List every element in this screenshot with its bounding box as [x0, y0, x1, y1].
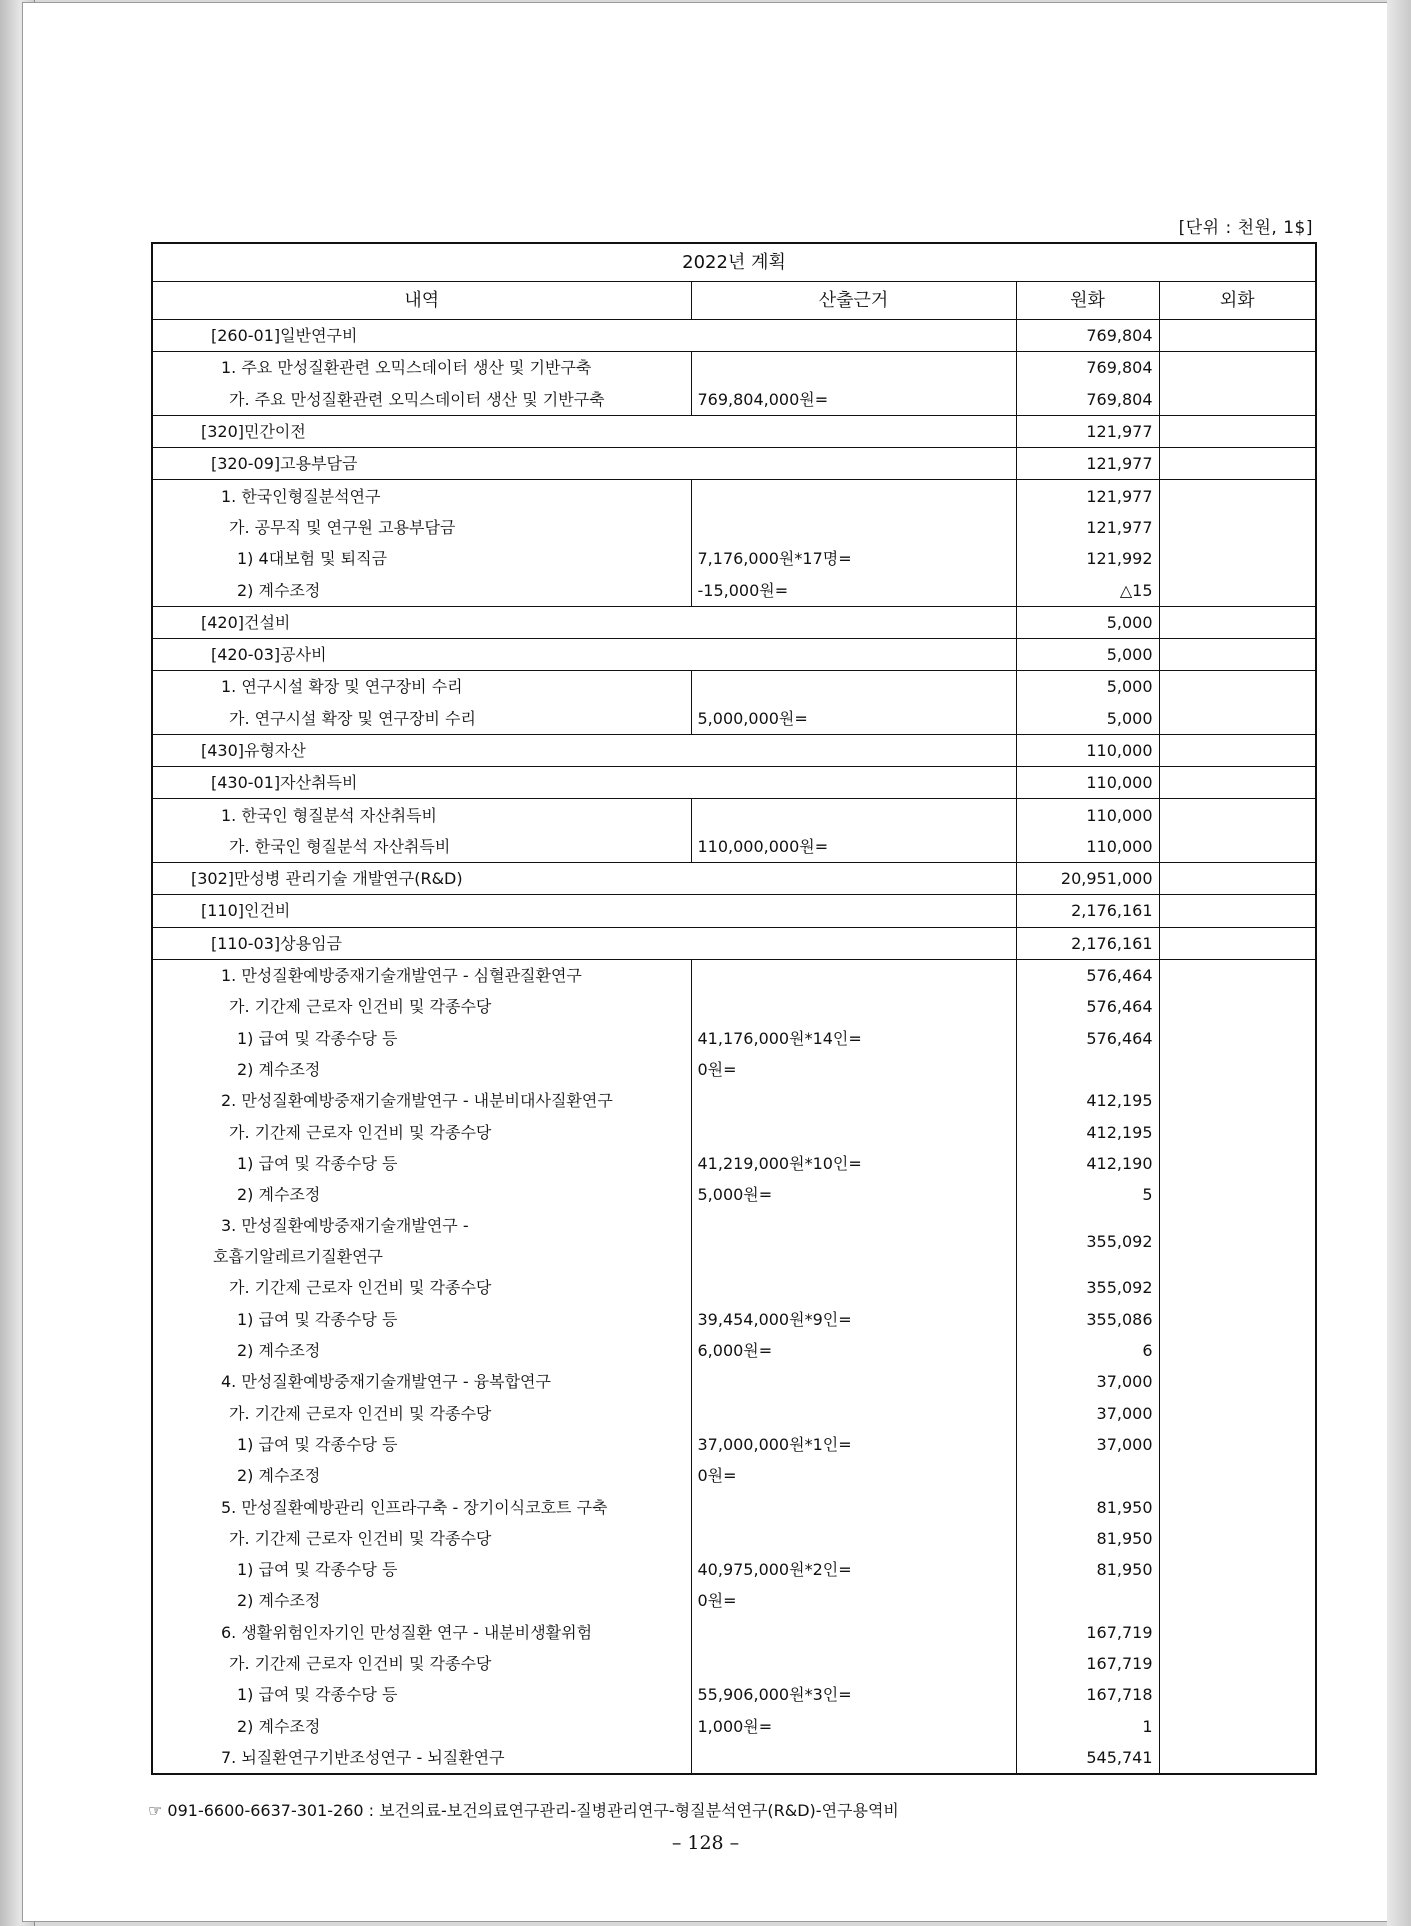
- row-foreign: [1159, 1710, 1316, 1741]
- row-description: [152, 480, 691, 512]
- table-row: [152, 927, 1316, 959]
- table-row: [152, 1335, 1316, 1366]
- row-foreign: [1159, 1398, 1316, 1429]
- row-description-text: 가. 공무직 및 연구원 고용부담금: [229, 517, 456, 537]
- table-row: [152, 1617, 1316, 1648]
- row-won: 355,092: [1016, 1272, 1159, 1303]
- row-basis: 110,000,000원=: [691, 831, 1016, 863]
- row-foreign: [1159, 448, 1316, 480]
- row-foreign: [1159, 959, 1316, 991]
- row-description-text: 2) 계수조정: [237, 1059, 321, 1079]
- table-row: [152, 574, 1316, 606]
- row-description: [152, 767, 1016, 799]
- row-description: [152, 1116, 691, 1147]
- row-basis: [691, 799, 1016, 831]
- row-basis: 1,000원=: [691, 1710, 1016, 1741]
- row-description: [152, 606, 1016, 638]
- page-edge: [1387, 0, 1411, 1926]
- row-foreign: [1159, 831, 1316, 863]
- row-won: 412,195: [1016, 1116, 1159, 1147]
- row-description: [152, 1742, 691, 1774]
- row-foreign: [1159, 1148, 1316, 1179]
- row-description-text: [260-01]일반연구비: [211, 326, 358, 346]
- row-description: [152, 1710, 691, 1741]
- row-foreign: [1159, 1179, 1316, 1210]
- table-row: [152, 863, 1316, 895]
- row-basis: [691, 1210, 1016, 1272]
- row-won: 167,719: [1016, 1648, 1159, 1679]
- row-description: [152, 1429, 691, 1460]
- row-won: 110,000: [1016, 767, 1159, 799]
- row-description: [152, 1679, 691, 1710]
- row-basis: [691, 1742, 1016, 1774]
- row-description: [152, 1585, 691, 1616]
- row-won: 37,000: [1016, 1398, 1159, 1429]
- row-foreign: [1159, 1116, 1316, 1147]
- table-row: [152, 448, 1316, 480]
- table-row: [152, 959, 1316, 991]
- row-basis: [691, 1116, 1016, 1147]
- row-description: [152, 1148, 691, 1179]
- row-description: [152, 1617, 691, 1648]
- table-row: [152, 1491, 1316, 1522]
- row-description: [152, 1304, 691, 1335]
- row-won: 81,950: [1016, 1554, 1159, 1585]
- row-description-text: 가. 연구시설 확장 및 연구장비 수리: [229, 708, 476, 728]
- row-basis: [691, 1272, 1016, 1303]
- table-row: [152, 1585, 1316, 1616]
- table-row: [152, 1648, 1316, 1679]
- row-description-text: 6. 생활위험인자기인 만성질환 연구 - 내분비생활위험: [221, 1622, 593, 1642]
- row-description-text: 2) 계수조정: [237, 1466, 321, 1486]
- row-foreign: [1159, 638, 1316, 670]
- row-description-text: [430-01]자산취득비: [211, 773, 358, 793]
- table-row: [152, 734, 1316, 766]
- row-basis: 5,000,000원=: [691, 703, 1016, 735]
- row-won: 20,951,000: [1016, 863, 1159, 895]
- table-row: [152, 480, 1316, 512]
- row-description: [152, 863, 1016, 895]
- table-body: [152, 320, 1316, 1775]
- row-won: 121,977: [1016, 512, 1159, 543]
- row-foreign: [1159, 1585, 1316, 1616]
- table-row: [152, 991, 1316, 1022]
- row-foreign: [1159, 671, 1316, 703]
- row-basis: [691, 991, 1016, 1022]
- table-row: [152, 1398, 1316, 1429]
- table-row: [152, 895, 1316, 927]
- row-basis: 37,000,000원*1인=: [691, 1429, 1016, 1460]
- row-description-text: 1) 급여 및 각종수당 등: [237, 1028, 398, 1048]
- row-description: [152, 1335, 691, 1366]
- row-description: [152, 543, 691, 574]
- header-desc: 내역: [152, 282, 691, 320]
- row-basis: [691, 512, 1016, 543]
- row-basis: [691, 959, 1016, 991]
- row-description-text: 1. 한국인 형질분석 자산취득비: [221, 805, 437, 825]
- row-description: [152, 415, 1016, 447]
- table-title: 2022년 계획: [152, 243, 1316, 282]
- row-description-text: 2) 계수조정: [237, 1591, 321, 1611]
- row-foreign: [1159, 1679, 1316, 1710]
- row-foreign: [1159, 384, 1316, 416]
- row-basis: 55,906,000원*3인=: [691, 1679, 1016, 1710]
- row-won: 6: [1016, 1335, 1159, 1366]
- row-description-text: 가. 기간제 근로자 인건비 및 각종수당: [229, 1528, 492, 1548]
- row-won: 121,977: [1016, 480, 1159, 512]
- page-number: – 128 –: [671, 1832, 740, 1854]
- row-description: [152, 895, 1016, 927]
- row-foreign: [1159, 895, 1316, 927]
- row-won: 5,000: [1016, 703, 1159, 735]
- row-foreign: [1159, 352, 1316, 384]
- table-row: [152, 1054, 1316, 1085]
- row-description: [152, 1523, 691, 1554]
- row-foreign: [1159, 1742, 1316, 1774]
- table-row: [152, 1272, 1316, 1303]
- row-description: [152, 448, 1016, 480]
- row-won: 110,000: [1016, 831, 1159, 863]
- row-foreign: [1159, 703, 1316, 735]
- row-foreign: [1159, 734, 1316, 766]
- row-description-text: 2) 계수조정: [237, 1716, 321, 1736]
- row-foreign: [1159, 863, 1316, 895]
- row-foreign: [1159, 320, 1316, 352]
- row-description-text: 1) 급여 및 각종수당 등: [237, 1309, 398, 1329]
- row-description-text: 2) 계수조정: [237, 1185, 321, 1205]
- row-foreign: [1159, 1460, 1316, 1491]
- table-row: [152, 1179, 1316, 1210]
- row-foreign: [1159, 1023, 1316, 1054]
- row-basis: 7,176,000원*17명=: [691, 543, 1016, 574]
- row-basis: [691, 1366, 1016, 1397]
- table-row: [152, 543, 1316, 574]
- row-description: [152, 1085, 691, 1116]
- row-won: 355,092: [1016, 1210, 1159, 1272]
- table-row: [152, 1679, 1316, 1710]
- row-basis: [691, 352, 1016, 384]
- row-description: [152, 703, 691, 735]
- row-description-text: 가. 기간제 근로자 인건비 및 각종수당: [229, 1122, 492, 1142]
- row-basis: 0원=: [691, 1054, 1016, 1085]
- header-won: 원화: [1016, 282, 1159, 320]
- row-description-text: 4. 만성질환예방중재기술개발연구 - 융복합연구: [221, 1372, 551, 1392]
- row-description-text: 7. 뇌질환연구기반조성연구 - 뇌질환연구: [221, 1747, 505, 1767]
- table-row: [152, 1210, 1316, 1272]
- row-basis: 39,454,000원*9인=: [691, 1304, 1016, 1335]
- row-won: 1: [1016, 1710, 1159, 1741]
- row-description: [152, 1491, 691, 1522]
- row-basis: [691, 1491, 1016, 1522]
- table-row: [152, 352, 1316, 384]
- row-description-text: 1. 연구시설 확장 및 연구장비 수리: [221, 677, 463, 697]
- table-row: [152, 320, 1316, 352]
- row-foreign: [1159, 606, 1316, 638]
- table-row: [152, 799, 1316, 831]
- row-won: 81,950: [1016, 1523, 1159, 1554]
- row-description: [152, 1023, 691, 1054]
- row-description: [152, 574, 691, 606]
- row-description: [152, 1366, 691, 1397]
- row-description-text: 가. 기간제 근로자 인건비 및 각종수당: [229, 1403, 492, 1423]
- row-basis: 40,975,000원*2인=: [691, 1554, 1016, 1585]
- row-description-text: 가. 기간제 근로자 인건비 및 각종수당: [229, 997, 492, 1017]
- unit-label: [단위 : 천원, 1$]: [1178, 218, 1313, 238]
- row-won: 769,804: [1016, 320, 1159, 352]
- row-won: [1016, 1460, 1159, 1491]
- table-row: [152, 1023, 1316, 1054]
- row-description-text: [420-03]공사비: [211, 645, 327, 665]
- row-won: △15: [1016, 574, 1159, 606]
- row-won: 5: [1016, 1179, 1159, 1210]
- row-foreign: [1159, 1366, 1316, 1397]
- table-row: [152, 1710, 1316, 1741]
- header-foreign: 외화: [1159, 282, 1316, 320]
- row-description-text: 1. 만성질환예방중재기술개발연구 - 심혈관질환연구: [221, 966, 582, 986]
- row-foreign: [1159, 1272, 1316, 1303]
- row-description-text: [320-09]고용부담금: [211, 454, 358, 474]
- row-foreign: [1159, 767, 1316, 799]
- row-basis: -15,000원=: [691, 574, 1016, 606]
- row-description-text: [110-03]상용임금: [211, 933, 342, 953]
- row-basis: 6,000원=: [691, 1335, 1016, 1366]
- table-row: [152, 1460, 1316, 1491]
- row-foreign: [1159, 1054, 1316, 1085]
- row-foreign: [1159, 1648, 1316, 1679]
- row-description-text-cont: 호흡기알레르기질환연구: [213, 1247, 384, 1267]
- table-row: [152, 1116, 1316, 1147]
- row-won: 412,190: [1016, 1148, 1159, 1179]
- row-foreign: [1159, 927, 1316, 959]
- row-won: 545,741: [1016, 1742, 1159, 1774]
- row-won: 110,000: [1016, 734, 1159, 766]
- row-won: 121,977: [1016, 448, 1159, 480]
- row-foreign: [1159, 1617, 1316, 1648]
- row-basis: [691, 1617, 1016, 1648]
- table-row: [152, 671, 1316, 703]
- row-won: 2,176,161: [1016, 895, 1159, 927]
- row-won: 121,992: [1016, 543, 1159, 574]
- row-won: 412,195: [1016, 1085, 1159, 1116]
- row-description: [152, 320, 1016, 352]
- table-row: [152, 1366, 1316, 1397]
- row-basis: 0원=: [691, 1460, 1016, 1491]
- row-description-text: 1. 한국인형질분석연구: [221, 486, 381, 506]
- table-row: [152, 703, 1316, 735]
- row-foreign: [1159, 1429, 1316, 1460]
- row-foreign: [1159, 543, 1316, 574]
- row-description: [152, 384, 691, 416]
- row-foreign: [1159, 415, 1316, 447]
- row-description-text: 1) 급여 및 각종수당 등: [237, 1434, 398, 1454]
- table-row: [152, 1742, 1316, 1774]
- table-row: [152, 1429, 1316, 1460]
- row-won: [1016, 1585, 1159, 1616]
- row-foreign: [1159, 1304, 1316, 1335]
- row-basis: [691, 1523, 1016, 1554]
- row-foreign: [1159, 1554, 1316, 1585]
- row-description-text: [430]유형자산: [201, 741, 306, 760]
- table-row: [152, 512, 1316, 543]
- row-description-text: 1) 급여 및 각종수당 등: [237, 1685, 398, 1705]
- row-description: [152, 352, 691, 384]
- row-description: [152, 671, 691, 703]
- row-description-text: [302]만성병 관리기술 개발연구(R&D): [191, 869, 463, 889]
- row-basis: [691, 1648, 1016, 1679]
- row-foreign: [1159, 1335, 1316, 1366]
- row-foreign: [1159, 1523, 1316, 1554]
- row-won: 110,000: [1016, 799, 1159, 831]
- table-row: [152, 1148, 1316, 1179]
- row-basis: [691, 1085, 1016, 1116]
- row-description-text: 1) 급여 및 각종수당 등: [237, 1153, 398, 1173]
- row-won: 576,464: [1016, 1023, 1159, 1054]
- row-description: [152, 991, 691, 1022]
- table-row: [152, 831, 1316, 863]
- row-description: [152, 1398, 691, 1429]
- row-description: [152, 927, 1016, 959]
- row-description-text: 가. 주요 만성질환관련 오믹스데이터 생산 및 기반구축: [229, 389, 605, 409]
- row-description-text: [420]건설비: [201, 612, 291, 632]
- row-description-text: 가. 기간제 근로자 인건비 및 각종수당: [229, 1278, 492, 1298]
- row-description-text: 1. 주요 만성질환관련 오믹스데이터 생산 및 기반구축: [221, 358, 592, 378]
- row-won: 121,977: [1016, 415, 1159, 447]
- row-won: 355,086: [1016, 1304, 1159, 1335]
- row-description: [152, 734, 1016, 766]
- row-won: 5,000: [1016, 606, 1159, 638]
- table-row: [152, 1085, 1316, 1116]
- table-row: [152, 1304, 1316, 1335]
- table-row: [152, 1554, 1316, 1585]
- row-description: [152, 638, 1016, 670]
- row-won: [1016, 1054, 1159, 1085]
- row-foreign: [1159, 991, 1316, 1022]
- row-basis: 5,000원=: [691, 1179, 1016, 1210]
- row-basis: [691, 1398, 1016, 1429]
- row-description: [152, 1179, 691, 1210]
- row-description-text: [320]민간이전: [201, 422, 306, 442]
- row-won: 576,464: [1016, 991, 1159, 1022]
- row-basis: 41,176,000원*14인=: [691, 1023, 1016, 1054]
- row-description-text: 5. 만성질환예방관리 인프라구축 - 장기이식코호트 구축: [221, 1497, 608, 1517]
- row-description-text: 2) 계수조정: [237, 580, 321, 600]
- table-row: [152, 638, 1316, 670]
- row-description-text: 1) 4대보험 및 퇴직금: [237, 549, 388, 569]
- row-description: [152, 512, 691, 543]
- row-description: [152, 1648, 691, 1679]
- row-foreign: [1159, 1085, 1316, 1116]
- row-won: 2,176,161: [1016, 927, 1159, 959]
- row-description: [152, 831, 691, 863]
- row-description-text: 3. 만성질환예방중재기술개발연구 -: [221, 1216, 469, 1236]
- footnote: ☞ 091-6600-6637-301-260 : 보건의료-보건의료연구관리-질병관리연구-형질분석연구(R&D)-연구용역비: [148, 1801, 899, 1820]
- row-description-text: 2) 계수조정: [237, 1341, 321, 1361]
- row-description: [152, 1460, 691, 1491]
- row-description: [152, 1210, 691, 1272]
- row-description: [152, 799, 691, 831]
- row-won: 5,000: [1016, 671, 1159, 703]
- row-basis: [691, 671, 1016, 703]
- table-row: [152, 384, 1316, 416]
- row-basis: 41,219,000원*10인=: [691, 1148, 1016, 1179]
- row-basis: [691, 480, 1016, 512]
- row-foreign: [1159, 574, 1316, 606]
- row-foreign: [1159, 1491, 1316, 1522]
- row-won: 81,950: [1016, 1491, 1159, 1522]
- table-row: [152, 606, 1316, 638]
- row-won: 576,464: [1016, 959, 1159, 991]
- row-foreign: [1159, 480, 1316, 512]
- row-won: 769,804: [1016, 384, 1159, 416]
- row-description-text: 가. 한국인 형질분석 자산취득비: [229, 836, 451, 856]
- row-won: 769,804: [1016, 352, 1159, 384]
- row-foreign: [1159, 1210, 1316, 1272]
- table-row: [152, 1523, 1316, 1554]
- row-basis: 769,804,000원=: [691, 384, 1016, 416]
- table-row: [152, 415, 1316, 447]
- row-foreign: [1159, 799, 1316, 831]
- row-description: [152, 1054, 691, 1085]
- row-description-text: [110]인건비: [201, 901, 291, 921]
- row-won: 5,000: [1016, 638, 1159, 670]
- row-won: 167,719: [1016, 1617, 1159, 1648]
- row-description-text: 1) 급여 및 각종수당 등: [237, 1560, 398, 1580]
- row-foreign: [1159, 512, 1316, 543]
- row-won: 37,000: [1016, 1429, 1159, 1460]
- row-won: 37,000: [1016, 1366, 1159, 1397]
- row-won: 167,718: [1016, 1679, 1159, 1710]
- row-basis: 0원=: [691, 1585, 1016, 1616]
- row-description: [152, 959, 691, 991]
- row-description-text: 가. 기간제 근로자 인건비 및 각종수당: [229, 1654, 492, 1674]
- budget-table: [151, 242, 1317, 1775]
- row-description: [152, 1554, 691, 1585]
- header-basis: 산출근거: [691, 282, 1016, 320]
- row-description-text: 2. 만성질환예방중재기술개발연구 - 내분비대사질환연구: [221, 1091, 613, 1111]
- table-row: [152, 767, 1316, 799]
- row-description: [152, 1272, 691, 1303]
